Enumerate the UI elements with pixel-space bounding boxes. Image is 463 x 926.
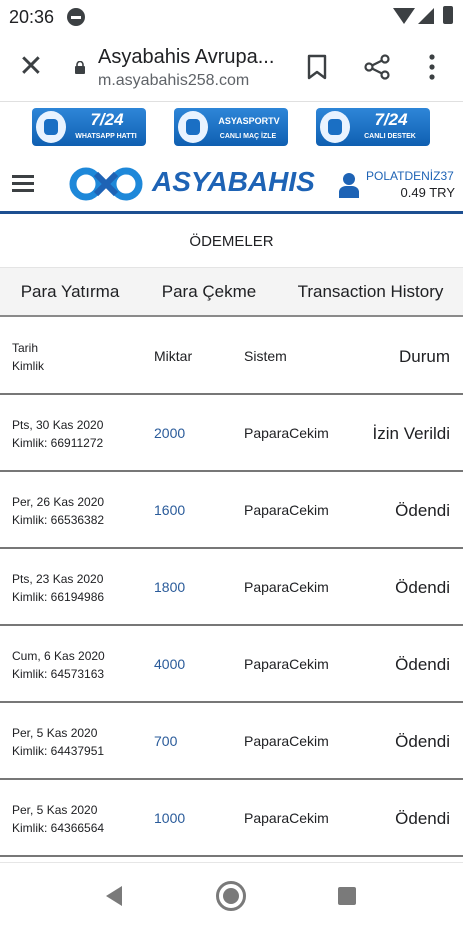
whatsapp-banner[interactable]	[32, 108, 146, 146]
row-date-id	[12, 626, 152, 703]
account-balance: 0.49 TRY	[400, 185, 455, 200]
row-date-id	[12, 395, 152, 472]
row-date: Per, 5 Kas 2020	[12, 725, 98, 740]
header-system: Sistem	[244, 348, 287, 364]
row-system: PaparaCekim	[244, 733, 329, 749]
table-row	[0, 395, 463, 472]
row-date: Per, 5 Kas 2020	[12, 802, 98, 817]
row-amount[interactable]: 2000	[154, 425, 186, 441]
row-amount[interactable]: 1600	[154, 502, 186, 518]
row-status: Ödendi	[395, 655, 450, 674]
battery-icon	[443, 6, 453, 24]
close-tab-button[interactable]: ✕	[18, 50, 44, 83]
row-id: Kimlik: 64437951	[12, 743, 105, 758]
live-support-banner[interactable]	[316, 108, 430, 146]
row-date-id	[12, 472, 152, 549]
status-time: 20:36	[9, 7, 55, 27]
back-icon[interactable]	[106, 886, 122, 906]
row-status: Ödendi	[395, 809, 450, 828]
hamburger-menu-icon[interactable]	[12, 175, 34, 193]
asyasportv-banner[interactable]	[174, 108, 288, 146]
table-row	[0, 472, 463, 549]
page-title[interactable]: Asyabahis Avrupa...	[98, 46, 275, 68]
row-date: Pts, 23 Kas 2020	[12, 571, 104, 586]
banner-subtitle: CANLI DESTEK	[364, 133, 416, 140]
row-status: Ödendi	[395, 732, 450, 751]
row-system: PaparaCekim	[244, 810, 329, 826]
header-date: Tarih	[12, 340, 39, 355]
row-status: Ödendi	[395, 578, 450, 597]
banner-title: ASYASPORTV	[218, 116, 280, 126]
header-date-id	[12, 318, 152, 395]
table-row	[0, 703, 463, 780]
share-icon[interactable]	[364, 54, 390, 80]
banner-subtitle: CANLI MAÇ İZLE	[219, 133, 277, 140]
row-date: Pts, 30 Kas 2020	[12, 417, 104, 432]
site-header	[0, 152, 463, 214]
row-system: PaparaCekim	[244, 656, 329, 672]
browser-toolbar	[0, 34, 463, 102]
username[interactable]: POLATDENİZ37	[366, 169, 454, 183]
row-amount[interactable]: 4000	[154, 656, 186, 672]
signal-icon	[418, 8, 434, 24]
row-id: Kimlik: 64366564	[12, 820, 105, 835]
payment-tabs	[0, 267, 463, 317]
user-icon[interactable]	[338, 172, 360, 198]
header-id: Kimlik	[12, 358, 44, 373]
tab-withdraw[interactable]: Para Çekme	[161, 282, 257, 301]
row-system: PaparaCekim	[244, 579, 329, 595]
table-row	[0, 780, 463, 857]
do-not-disturb-icon	[67, 8, 85, 26]
tab-transaction-history[interactable]: Transaction History	[297, 282, 444, 301]
header-status: Durum	[398, 347, 450, 366]
table-row	[0, 626, 463, 703]
row-id: Kimlik: 66194986	[12, 589, 105, 604]
android-nav-bar	[0, 862, 463, 926]
bookmark-icon[interactable]	[305, 54, 329, 80]
table-header-row	[0, 318, 463, 395]
row-date: Per, 26 Kas 2020	[12, 494, 105, 509]
row-date-id	[12, 549, 152, 626]
home-icon[interactable]	[216, 881, 246, 911]
more-options-icon[interactable]	[422, 53, 442, 81]
promo-banners	[0, 104, 463, 152]
row-amount[interactable]: 1800	[154, 579, 186, 595]
status-bar	[0, 0, 463, 34]
row-date-id	[12, 780, 152, 857]
row-date: Cum, 6 Kas 2020	[12, 648, 105, 663]
banner-title: 7/24	[90, 110, 124, 129]
row-status: İzin Verildi	[372, 424, 450, 443]
row-id: Kimlik: 66536382	[12, 512, 105, 527]
wifi-icon	[393, 8, 415, 24]
row-id: Kimlik: 66911272	[12, 435, 104, 450]
banner-title: 7/24	[374, 110, 408, 129]
whatsapp-agent-icon	[36, 111, 66, 143]
table-row	[0, 549, 463, 626]
row-status: Ödendi	[395, 501, 450, 520]
row-id: Kimlik: 64573163	[12, 666, 105, 681]
support-agent-icon	[320, 111, 350, 143]
row-system: PaparaCekim	[244, 502, 329, 518]
row-system: PaparaCekim	[244, 425, 329, 441]
logo-text[interactable]: ASYABAHIS	[152, 166, 315, 197]
tv-logo-icon	[178, 111, 208, 143]
row-date-id	[12, 703, 152, 780]
section-title: ÖDEMELER	[0, 217, 463, 267]
recent-apps-icon[interactable]	[338, 887, 356, 905]
logo-mark-icon[interactable]	[68, 166, 146, 202]
header-amount: Miktar	[154, 348, 193, 364]
banner-subtitle: WHATSAPP HATTI	[75, 133, 137, 140]
lock-icon	[74, 61, 86, 74]
url-text[interactable]: m.asyabahis258.com	[98, 72, 250, 89]
transactions-table	[0, 318, 463, 857]
row-amount[interactable]: 700	[154, 733, 178, 749]
row-amount[interactable]: 1000	[154, 810, 186, 826]
tab-deposit[interactable]: Para Yatırma	[20, 282, 120, 301]
